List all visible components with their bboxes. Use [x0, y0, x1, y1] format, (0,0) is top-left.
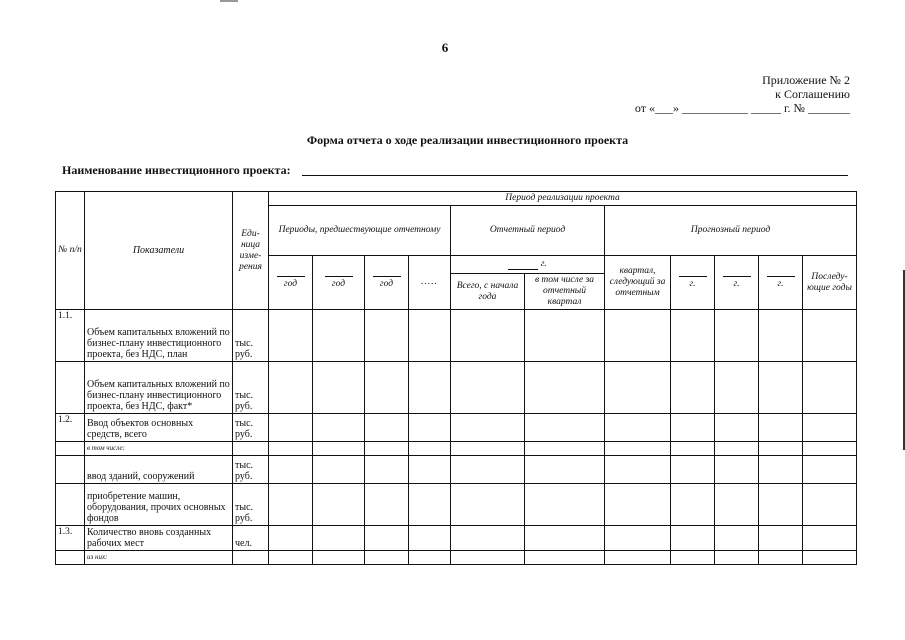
value-cell: [365, 484, 409, 526]
value-cell: [605, 551, 671, 565]
value-cell: [525, 456, 605, 484]
value-cell: [365, 414, 409, 442]
value-cell: [605, 442, 671, 456]
value-cell: [313, 526, 365, 551]
prev-year-2: год: [313, 256, 365, 310]
header-previous: Периоды, предшествующие отчетному: [269, 206, 451, 256]
value-cell: [605, 414, 671, 442]
row-unit: тыс. руб.: [233, 414, 269, 442]
value-cell: [409, 551, 451, 565]
value-cell: [269, 442, 313, 456]
value-cell: [803, 310, 857, 362]
value-cell: [409, 310, 451, 362]
value-cell: [803, 414, 857, 442]
value-cell: [525, 362, 605, 414]
value-cell: [409, 456, 451, 484]
value-cell: [365, 442, 409, 456]
table-row: [56, 551, 857, 565]
scan-mark: [220, 0, 238, 2]
value-cell: [525, 442, 605, 456]
row-indicator: Количество вновь созданных рабочих мест: [85, 526, 233, 551]
header-unit: Еди-ница изме-рения: [233, 192, 269, 310]
value-cell: [759, 362, 803, 414]
value-cell: [365, 310, 409, 362]
row-indicator: из них:: [85, 551, 233, 565]
row-unit: тыс. руб.: [233, 484, 269, 526]
row-number: 1.3.: [56, 526, 85, 551]
row-unit: тыс. руб.: [233, 456, 269, 484]
value-cell: [313, 484, 365, 526]
value-cell: [715, 484, 759, 526]
header-num: № п/п: [56, 192, 85, 310]
value-cell: [451, 456, 525, 484]
row-number: 1.1.: [56, 310, 85, 362]
header-reporting: Отчетный период: [451, 206, 605, 256]
row-indicator: Объем капитальных вложений по бизнес-плану инвестиционного проекта, без НДС, факт*: [85, 362, 233, 414]
value-cell: [525, 551, 605, 565]
row-number: [56, 456, 85, 484]
header-indicators: Показатели: [85, 192, 233, 310]
value-cell: [451, 442, 525, 456]
value-cell: [605, 526, 671, 551]
value-cell: [715, 362, 759, 414]
value-cell: [759, 414, 803, 442]
value-cell: [269, 456, 313, 484]
value-cell: [605, 456, 671, 484]
table-row: [56, 526, 857, 551]
value-cell: [525, 526, 605, 551]
prev-year-3: год: [365, 256, 409, 310]
row-indicator: приобретение машин, оборудования, прочих основных фондов: [85, 484, 233, 526]
appendix-line-3: от «___» ___________ _____ г. № _______: [634, 101, 850, 115]
header-period: Период реализации проекта: [269, 192, 857, 206]
row-unit: [233, 551, 269, 565]
appendix-block: [635, 73, 850, 115]
row-indicator: ввод зданий, сооружений: [85, 456, 233, 484]
value-cell: [365, 526, 409, 551]
value-cell: [525, 310, 605, 362]
value-cell: [525, 484, 605, 526]
value-cell: [803, 526, 857, 551]
value-cell: [409, 414, 451, 442]
prev-year-1: год: [269, 256, 313, 310]
value-cell: [715, 551, 759, 565]
value-cell: [269, 414, 313, 442]
forecast-year-1: г.: [671, 256, 715, 310]
value-cell: [605, 310, 671, 362]
reporting-year: г.: [451, 256, 605, 274]
value-cell: [451, 414, 525, 442]
value-cell: [671, 414, 715, 442]
incl-quarter: в том числе за отчетный квартал: [525, 274, 605, 310]
table-row: [56, 310, 857, 362]
project-name-label: Наименование инвестиционного проекта:: [62, 163, 291, 177]
row-number: [56, 442, 85, 456]
value-cell: [451, 484, 525, 526]
value-cell: [409, 362, 451, 414]
value-cell: [269, 310, 313, 362]
value-cell: [803, 362, 857, 414]
row-unit: тыс. руб.: [233, 362, 269, 414]
row-number: [56, 484, 85, 526]
row-unit: [233, 442, 269, 456]
value-cell: [803, 442, 857, 456]
value-cell: [451, 526, 525, 551]
row-number: [56, 362, 85, 414]
appendix-line-2: к Соглашению: [775, 87, 850, 101]
value-cell: [605, 484, 671, 526]
row-indicator: в том числе:: [85, 442, 233, 456]
value-cell: [715, 456, 759, 484]
value-cell: [269, 551, 313, 565]
value-cell: [409, 484, 451, 526]
value-cell: [451, 551, 525, 565]
value-cell: [365, 551, 409, 565]
value-cell: [671, 551, 715, 565]
value-cell: [269, 362, 313, 414]
header-forecast: Прогнозный период: [605, 206, 857, 256]
value-cell: [269, 526, 313, 551]
value-cell: [409, 526, 451, 551]
value-cell: [759, 526, 803, 551]
row-unit: чел.: [233, 526, 269, 551]
value-cell: [671, 362, 715, 414]
value-cell: [715, 526, 759, 551]
value-cell: [759, 456, 803, 484]
forecast-year-2: г.: [715, 256, 759, 310]
row-number: [56, 551, 85, 565]
table-row: [56, 484, 857, 526]
value-cell: [803, 551, 857, 565]
next-quarter: квартал, следующий за отчетным: [605, 256, 671, 310]
table-row: [56, 362, 857, 414]
value-cell: [409, 442, 451, 456]
value-cell: [313, 551, 365, 565]
value-cell: [803, 484, 857, 526]
subsequent-years: Последу-ющие годы: [803, 256, 857, 310]
forecast-year-3: г.: [759, 256, 803, 310]
value-cell: [451, 362, 525, 414]
value-cell: [671, 442, 715, 456]
row-indicator: Ввод объектов основных средств, всего: [85, 414, 233, 442]
value-cell: [313, 414, 365, 442]
value-cell: [803, 456, 857, 484]
appendix-line-1: Приложение № 2: [762, 73, 850, 87]
value-cell: [759, 310, 803, 362]
row-indicator: Объем капитальных вложений по бизнес-плану инвестиционного проекта, без НДС, план: [85, 310, 233, 362]
value-cell: [759, 484, 803, 526]
value-cell: [365, 362, 409, 414]
value-cell: [759, 442, 803, 456]
total-from-start: Всего, с начала года: [451, 274, 525, 310]
report-table: [55, 191, 857, 565]
table-row: [56, 442, 857, 456]
value-cell: [671, 526, 715, 551]
value-cell: [671, 484, 715, 526]
row-unit: тыс. руб.: [233, 310, 269, 362]
table-row: [56, 456, 857, 484]
value-cell: [671, 456, 715, 484]
value-cell: [269, 484, 313, 526]
table-row: [56, 414, 857, 442]
value-cell: [715, 414, 759, 442]
value-cell: [313, 362, 365, 414]
value-cell: [313, 442, 365, 456]
value-cell: [759, 551, 803, 565]
value-cell: [451, 310, 525, 362]
form-title: Форма отчета о ходе реализации инвестиционного проекта: [306, 133, 629, 147]
value-cell: [313, 456, 365, 484]
row-number: 1.2.: [56, 414, 85, 442]
value-cell: [365, 456, 409, 484]
page-number: 6: [441, 40, 449, 55]
value-cell: [715, 310, 759, 362]
value-cell: [605, 362, 671, 414]
value-cell: [525, 414, 605, 442]
prev-dots: .....: [409, 256, 451, 310]
value-cell: [671, 310, 715, 362]
value-cell: [313, 310, 365, 362]
project-name-line: [302, 175, 848, 176]
value-cell: [715, 442, 759, 456]
